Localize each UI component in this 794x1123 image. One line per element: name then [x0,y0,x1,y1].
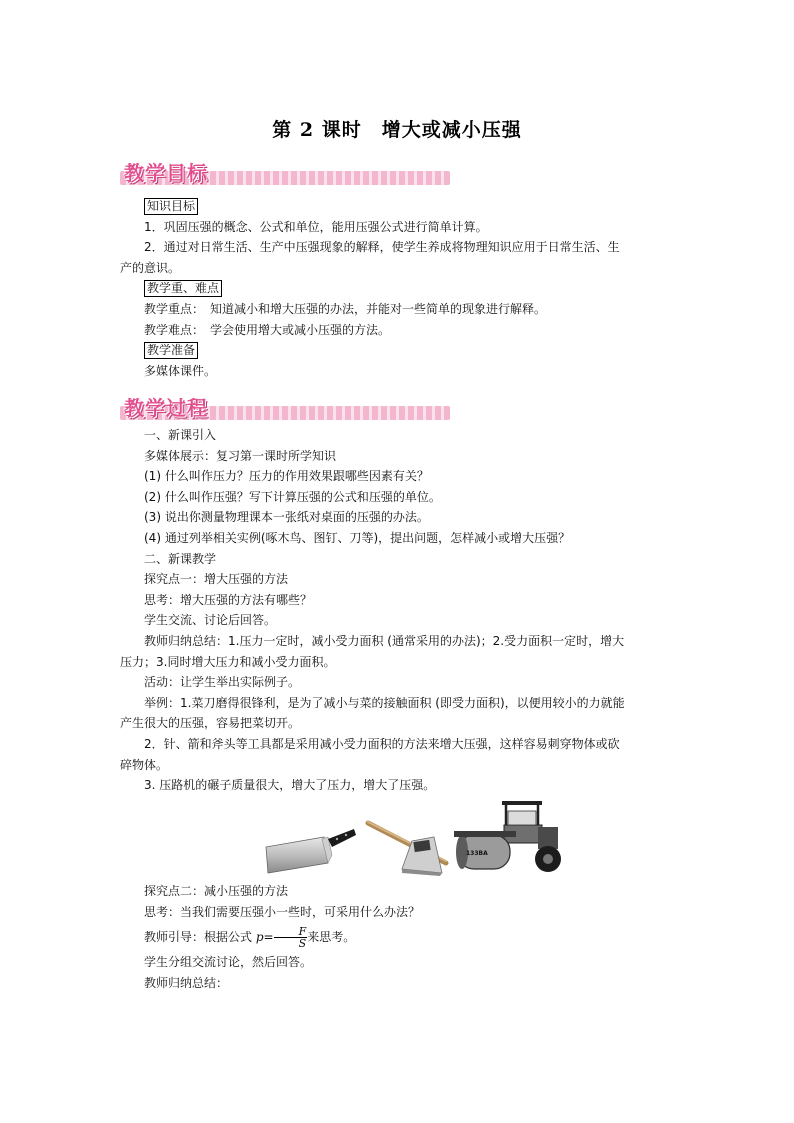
goal-item-2: 2．通过对日常生活、生产中压强现象的解释，使学生养成将物理知识应用于日常生活、生 [144,240,620,255]
process-line: 教师归纳总结： [144,975,229,990]
banner-label: 教学过程 [124,396,208,420]
banner-teaching-goals [120,157,450,187]
process-line: 2．针、箭和斧头等工具都是采用减小受力面积的方法来增大压强，这样容易刺穿物体或砍 [144,736,620,751]
process-line: 二、新课教学 [144,551,217,566]
process-line: 一、新课引入 [144,428,217,442]
goal-item-2-cont: 产的意识。 [120,260,181,275]
section-goals [120,196,660,381]
process-line: (1) 什么叫作压力？压力的作用效果跟哪些因素有关？ [144,469,429,484]
formula-lead-text: 教师引导：根据公式 [144,930,253,945]
process-line: 学生分组交流讨论，然后回答。 [144,955,313,970]
process-line: (2) 什么叫作压强？写下计算压强的公式和压强的单位。 [144,489,441,504]
teaching-focus: 教学重点： 知道减小和增大压强的办法，并能对一些简单的现象进行解释。 [144,301,547,316]
prep-box: 教学准备 [144,342,198,359]
process-line: (4) 通过列举相关实例(啄木鸟、图钉、刀等)，提出问题，怎样减小或增大压强？ [144,530,571,545]
formula-denominator: S [298,937,307,951]
goal-item-1: 1．巩固压强的概念、公式和单位，能用压强公式进行简单计算。 [144,219,488,234]
process-line: 碎物体。 [120,757,169,772]
axe-image [362,819,452,877]
teaching-difficulty: 教学难点： 学会使用增大或减小压强的方法。 [144,322,391,337]
process-line: 探究点一：增大压强的方法 [144,572,289,587]
road-roller-image [452,797,562,877]
process-line: 教师归纳总结：1.压力一定时，减小受力面积 (通常采用的办法)；2.受力面积一定时，增大 [144,633,625,648]
process-line-formula [120,922,660,952]
focus-box: 教学重、难点 [144,280,222,297]
banner-label: 教学目标 [124,161,208,185]
process-line: 举例：1.菜刀磨得很锋利，是为了减小与菜的接触面积 (即受力面积)，以便用较小的力就能 [144,695,625,710]
process-line: 学生交流、讨论后回答。 [144,613,277,628]
page-title: 第 2 课时 增大或减小压强 [272,119,522,141]
formula-equals: = [263,930,274,945]
tool-images [262,797,562,877]
pressure-formula [274,926,308,949]
roller-model-text: 133BA [466,850,488,857]
formula-tail-text: 来思考。 [307,930,356,945]
section-process-cont [120,881,660,993]
process-line: 3. 压路机的碾子质量很大，增大了压力，增大了压强。 [144,778,436,793]
section-process [120,425,660,796]
process-line: 多媒体展示：复习第一课时所学知识 [144,448,337,463]
knowledge-goal-box: 知识目标 [144,198,198,215]
formula-p: p [255,930,264,945]
process-line: 探究点二：减小压强的方法 [144,884,289,898]
cleaver-image [262,825,357,875]
teaching-prep: 多媒体课件。 [144,363,217,378]
process-line: 产生很大的压强，容易把菜切开。 [120,716,301,731]
process-line: 活动：让学生举出实际例子。 [144,675,301,690]
process-line: 思考：增大压强的方法有哪些？ [144,592,313,607]
process-line: 压力；3.同时增大压力和减小受力面积。 [120,654,336,669]
process-line: (3) 说出你测量物理课本一张纸对桌面的压强的办法。 [144,510,429,525]
process-line: 思考：当我们需要压强小一些时，可采用什么办法？ [144,904,421,919]
banner-teaching-process [120,392,450,422]
formula-numerator: F [274,926,308,938]
